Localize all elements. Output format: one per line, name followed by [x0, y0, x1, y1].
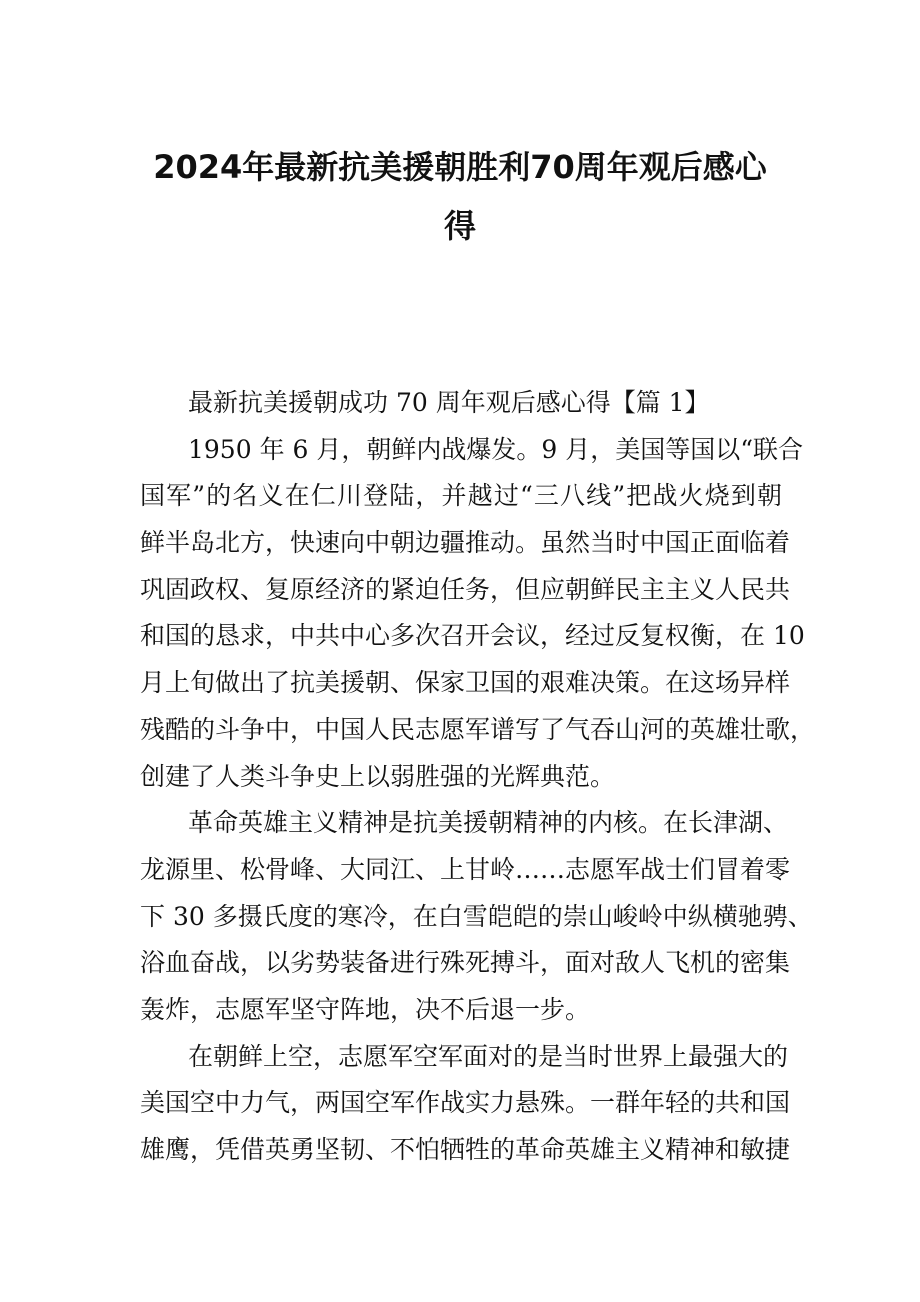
- document-body: [140, 380, 816, 1174]
- paragraph: [140, 800, 813, 1033]
- text-line: 浴血奋战，以劣势装备进行殊死搏斗，面对敌人飞机的密集: [140, 948, 791, 978]
- text-line: 最新抗美援朝成功 70 周年观后感心得【篇 1】: [188, 388, 710, 417]
- text-line: 和国的恳求，中共中心多次召开会议，经过反复权衡，在 10: [140, 621, 805, 651]
- document-title-line-1: 2024年最新抗美援朝胜利70周年观后感心: [153, 148, 767, 186]
- text-line: 巩固政权、复原经济的紧迫任务，但应朝鲜民主主义人民共: [140, 574, 791, 604]
- text-line: 雄鹰，凭借英勇坚韧、不怕牺牲的革命英雄主义精神和敏捷: [140, 1135, 791, 1164]
- text-line: 创建了人类斗争史上以弱胜强的光辉典范。: [140, 761, 616, 791]
- text-line: 在朝鲜上空，志愿军空军面对的是当时世界上最强大的: [188, 1041, 789, 1071]
- text-line: 下 30 多摄氏度的寒冷，在白雪皑皑的崇山峻岭中纵横驰骋、: [140, 901, 813, 931]
- text-line: 月上旬做出了抗美援朝、保家卫国的艰难决策。在这场异样: [140, 668, 791, 698]
- text-line: 鲜半岛北方，快速向中朝边疆推动。虽然当时中国正面临着: [140, 528, 791, 558]
- text-line: 1950 年 6 月，朝鲜内战爆发。9 月，美国等国以“联合: [188, 434, 804, 464]
- text-line: 龙源里、松骨峰、大同江、上甘岭……志愿军战士们冒着零: [140, 854, 791, 884]
- text-line: 美国空中力气，两国空军作战实力悬殊。一群年轻的共和国: [140, 1088, 791, 1118]
- paragraph: [140, 1034, 791, 1174]
- paragraph: [140, 427, 816, 801]
- text-line: 轰炸，志愿军坚守阵地，决不后退一步。: [140, 994, 591, 1024]
- text-line: 残酷的斗争中，中国人民志愿军谱写了气吞山河的英雄壮歌，: [140, 714, 816, 744]
- document-title-line-2: 得: [443, 207, 476, 245]
- section-heading: [140, 380, 782, 427]
- text-line: 革命英雄主义精神是抗美援朝精神的内核。在长津湖、: [188, 808, 789, 838]
- text-line: 国军”的名义在仁川登陆，并越过“三八线”把战火烧到朝: [140, 481, 782, 511]
